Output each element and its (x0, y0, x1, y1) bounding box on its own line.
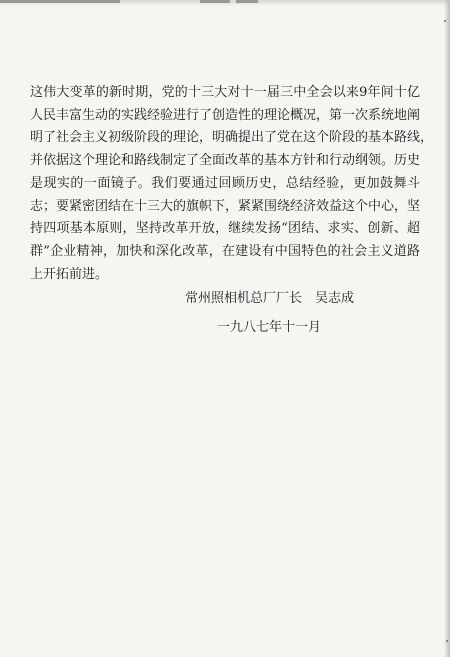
body-line: 是现实的一面镜子。我们要通过回顾历史，总结经验，更加鼓舞斗 (30, 175, 420, 191)
body-line: 志；要紧密团结在十三大的旗帜下，紧紧围绕经济效益这个中心，坚 (30, 198, 421, 214)
scan-mark (200, 0, 230, 3)
body-line: 群”企业精神，加快和深化改革，在建设有中国特色的社会主义道路 (30, 243, 420, 259)
scan-speck (444, 20, 446, 22)
body-line: 持四项基本原则，坚持改革开放，继续发扬“团结、求实、创新、超 (30, 221, 420, 237)
scan-mark (236, 0, 258, 3)
body-line: 人民丰富生动的实践经验进行了创造性的理论概况，第一次系统地阐 (30, 107, 421, 123)
body-line: 明了社会主义初级阶段的理论，明确提出了党在这个阶段的基本路线， (30, 130, 434, 146)
body-line: 这伟大变革的新时期，党的十三大对十一届三中全会以来9年间十亿 (30, 85, 420, 100)
scan-mark (0, 0, 120, 3)
scan-speck (446, 640, 448, 642)
body-line: 上开拓前进。 (30, 266, 109, 282)
date: 一九八七年十一月 (217, 320, 322, 335)
signature: 常州照相机总厂厂长 吴志成 (185, 291, 355, 306)
scan-edge-right (444, 0, 450, 657)
body-paragraph (30, 82, 434, 286)
body-line: 并依据这个理论和路线制定了全面改革的基本方针和行动纲领。历史 (30, 153, 421, 169)
